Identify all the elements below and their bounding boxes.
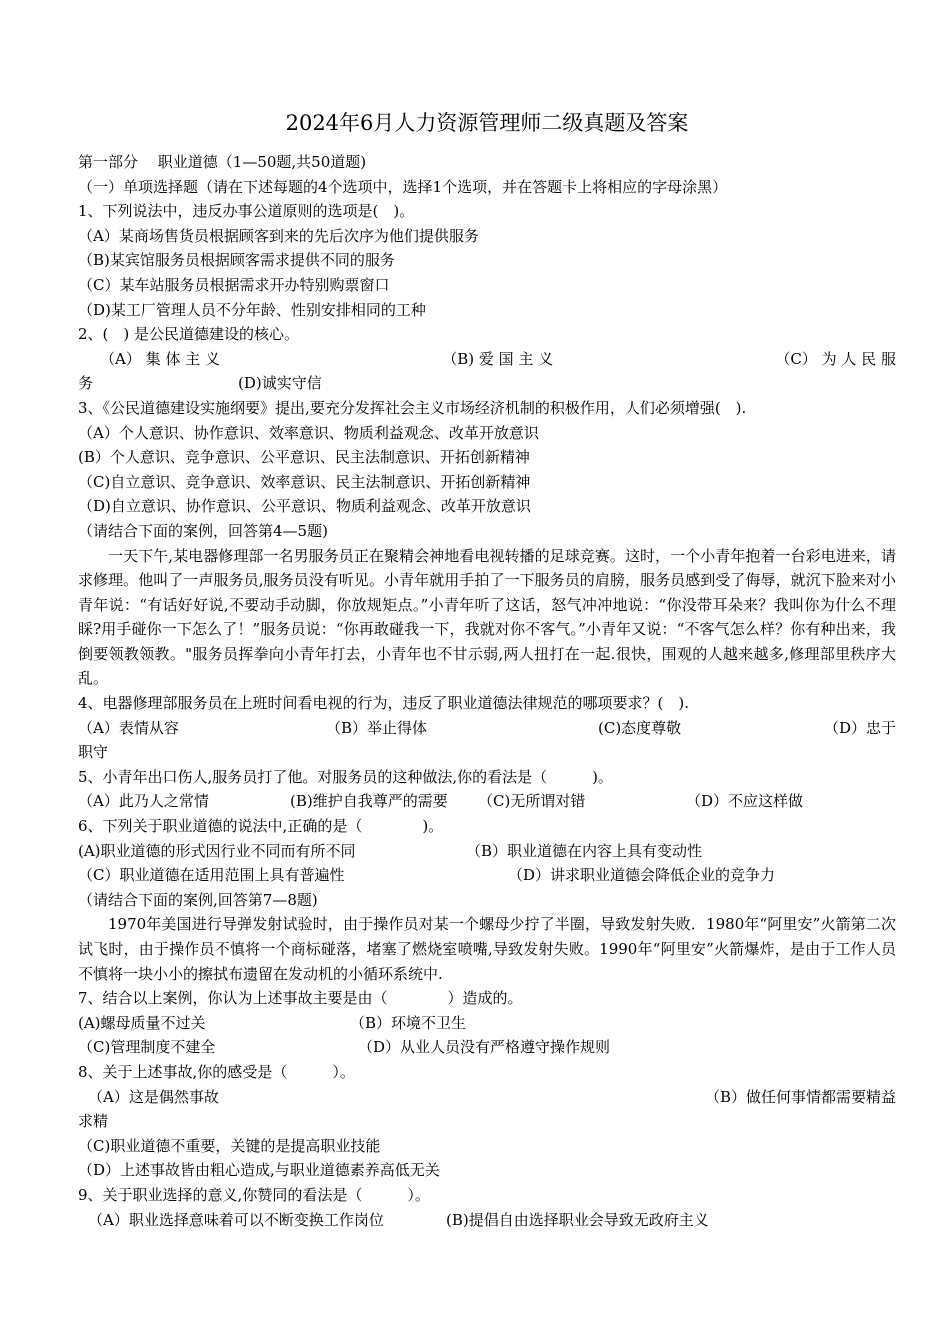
question-9-stem: 9、关于职业选择的意义,你赞同的看法是（ ）。 xyxy=(78,1185,430,1204)
question-2-option-c: （C） 为 人 民 服 xyxy=(775,349,896,368)
question-4-options-row xyxy=(78,716,896,741)
question-8-stem: 8、关于上述事故,你的感受是（ ）。 xyxy=(78,1062,355,1081)
question-8-option-c: （C)职业道德不重要，关键的是提高职业技能 xyxy=(78,1136,381,1155)
question-7-option-d: （D）从业人员没有严格遵守操作规则 xyxy=(358,1038,611,1057)
question-1-stem: 1、下列说法中，违反办事公道原则的选项是( )。 xyxy=(78,202,415,221)
question-5-options-row xyxy=(78,789,896,814)
question-7-option-c: （C)管理制度不建全 xyxy=(78,1038,216,1057)
question-4-option-d-continued: 职守 xyxy=(78,743,109,762)
question-8-option-b-continued: 求精 xyxy=(78,1112,109,1131)
question-3-option-a: （A）个人意识、协作意识、效率意识、物质利益观念、改革开放意识 xyxy=(78,423,539,442)
question-5-option-d: （D）不应这样做 xyxy=(686,792,804,811)
question-1-option-a: （A）某商场售货员根据顾客到来的先后次序为他们提供服务 xyxy=(78,226,479,245)
question-5-option-b: (B)维护自我尊严的需要 xyxy=(290,792,448,811)
document-title: 2024年6月人力资源管理师二级真题及答案 xyxy=(285,111,689,135)
question-2-options-row-2 xyxy=(78,371,896,396)
question-4-option-d: （D）忠于 xyxy=(823,718,896,737)
question-7-options-row-2 xyxy=(78,1035,896,1060)
question-5-option-a: （A）此乃人之常情 xyxy=(78,792,209,811)
case-1-note: （请结合下面的案例，回答第4—5题) xyxy=(78,521,328,540)
question-6-option-a: (A)职业道德的形式因行业不同而有所不同 xyxy=(78,841,356,860)
question-4-option-c: (C)态度尊敬 xyxy=(598,718,682,737)
question-6-stem: 6、下列关于职业道德的说法中,正确的是（ )。 xyxy=(78,817,444,836)
question-9-option-b: (B)提倡自由选择职业会导致无政府主义 xyxy=(446,1210,709,1229)
question-3-option-b: (B）个人意识、竞争意识、公平意识、民主法制意识、开拓创新精神 xyxy=(78,448,530,467)
question-1-option-b: （B)某宾馆服务员根据顾客需求提供不同的服务 xyxy=(78,251,395,270)
question-3-option-d: （D)自立意识、协作意识、公平意识、物质利益观念、改革开放意识 xyxy=(78,497,531,516)
question-8-option-b: （B）做任何事情都需要精益 xyxy=(704,1087,896,1106)
question-3-option-c: （C)自立意识、竞争意识、效率意识、民主法制意识、开拓创新精神 xyxy=(78,472,531,491)
question-6-options-row-2 xyxy=(78,863,896,888)
question-4-stem: 4、电器修理部服务员在上班时间看电视的行为，违反了职业道德法律规范的哪项要求？( ). xyxy=(78,694,690,713)
question-6-options-row-1 xyxy=(78,839,896,864)
question-7-option-a: (A)螺母质量不过关 xyxy=(78,1013,206,1032)
question-1-option-c: （C）某车站服务员根据需求开办特别购票窗口 xyxy=(78,275,390,294)
question-5-option-c: （C)无所谓对错 xyxy=(478,792,586,811)
question-4-option-b: （B）举止得体 xyxy=(326,718,428,737)
question-9-option-a: （A）职业选择意味着可以不断变换工作岗位 xyxy=(88,1210,384,1229)
case-2-note: （请结合下面的案例,回答第7—8题) xyxy=(78,890,318,909)
case-2-paragraph: 1970年美国进行导弹发射试验时，由于操作员对某一个螺母少拧了半圈，导致发射失败．1980年“阿里安”火箭第二次试飞时，由于操作员不慎将一个商标碰落，堵塞了燃烧室喷嘴,导致发射失败。1990年“阿里安”火箭爆炸，是由于工作人员不慎将一块小小的擦拭布遗留在发动机的小循环系统中. xyxy=(78,915,896,983)
question-7-option-b: （B）环境不卫生 xyxy=(350,1013,467,1032)
question-2-option-c-continued: 务 xyxy=(78,374,94,393)
question-2-option-a: （A） 集 体 主 义 xyxy=(100,349,220,368)
case-1-paragraph: 一天下午,某电器修理部一名男服务员正在聚精会神地看电视转播的足球竞赛。这时，一个小青年抱着一台彩电进来，请求修理。他叫了一声服务员,服务员没有听见。小青年就用手拍了一下服务员的肩膀，服务员感到受了侮辱，就沉下脸来对小青年说：“有话好好说,不要动手动脚，你放规矩点。”小青年听了这话，怒气冲冲地说：“你没带耳朵来？我叫你为什么不理睬?用手碰你一下怎么了！”服务员说：“你再敢碰我一下，我就对你不客气。”小青年又说：“不客气怎么样？你有种出来，我倒要领教领教。"服务员挥拳向小青年打去，小青年也不甘示弱,两人扭打在一起.很快，围观的人越来越多,修理部里秩序大乱。 xyxy=(78,546,896,688)
question-6-option-c: （C）职业道德在适用范围上具有普遍性 xyxy=(78,866,345,885)
question-9-options-row xyxy=(78,1208,896,1233)
question-2-options-row xyxy=(78,347,896,372)
question-8-option-d: （D）上述事故皆由粗心造成,与职业道德素养高低无关 xyxy=(78,1161,440,1180)
question-2-stem: 2、( ) 是公民道德建设的核心。 xyxy=(78,325,300,344)
question-2-option-d: (D)诚实守信 xyxy=(238,374,322,393)
question-6-option-d: （D）讲求职业道德会降低企业的竞争力 xyxy=(508,866,776,885)
instruction-text: （一）单项选择题（请在下述每题的4个选项中，选择1个选项，并在答题卡上将相应的字母涂黑） xyxy=(78,177,728,196)
question-2-option-b: （B) 爱 国 主 义 xyxy=(442,349,554,368)
question-7-options-row-1 xyxy=(78,1011,896,1036)
section-heading: 第一部分 职业道德（1—50题,共50道题) xyxy=(78,153,367,171)
question-8-options-row-1 xyxy=(78,1085,896,1110)
question-4-option-a: （A）表情从容 xyxy=(78,718,179,737)
question-7-stem: 7、结合以上案例，你认为上述事故主要是由（ ）造成的。 xyxy=(78,989,523,1008)
question-1-option-d: （D)某工厂管理人员不分年龄、性别安排相同的工种 xyxy=(78,300,426,319)
question-6-option-b: （B）职业道德在内容上具有变动性 xyxy=(466,841,703,860)
question-8-option-a: （A）这是偶然事故 xyxy=(88,1087,219,1106)
question-3-stem: 3、《公民道德建设实施纲要》提出,要充分发挥社会主义市场经济机制的积极作用，人们必须增强( ). xyxy=(78,398,747,417)
question-5-stem: 5、小青年出口伤人,服务员打了他。对服务员的这种做法,你的看法是（ )。 xyxy=(78,767,613,786)
